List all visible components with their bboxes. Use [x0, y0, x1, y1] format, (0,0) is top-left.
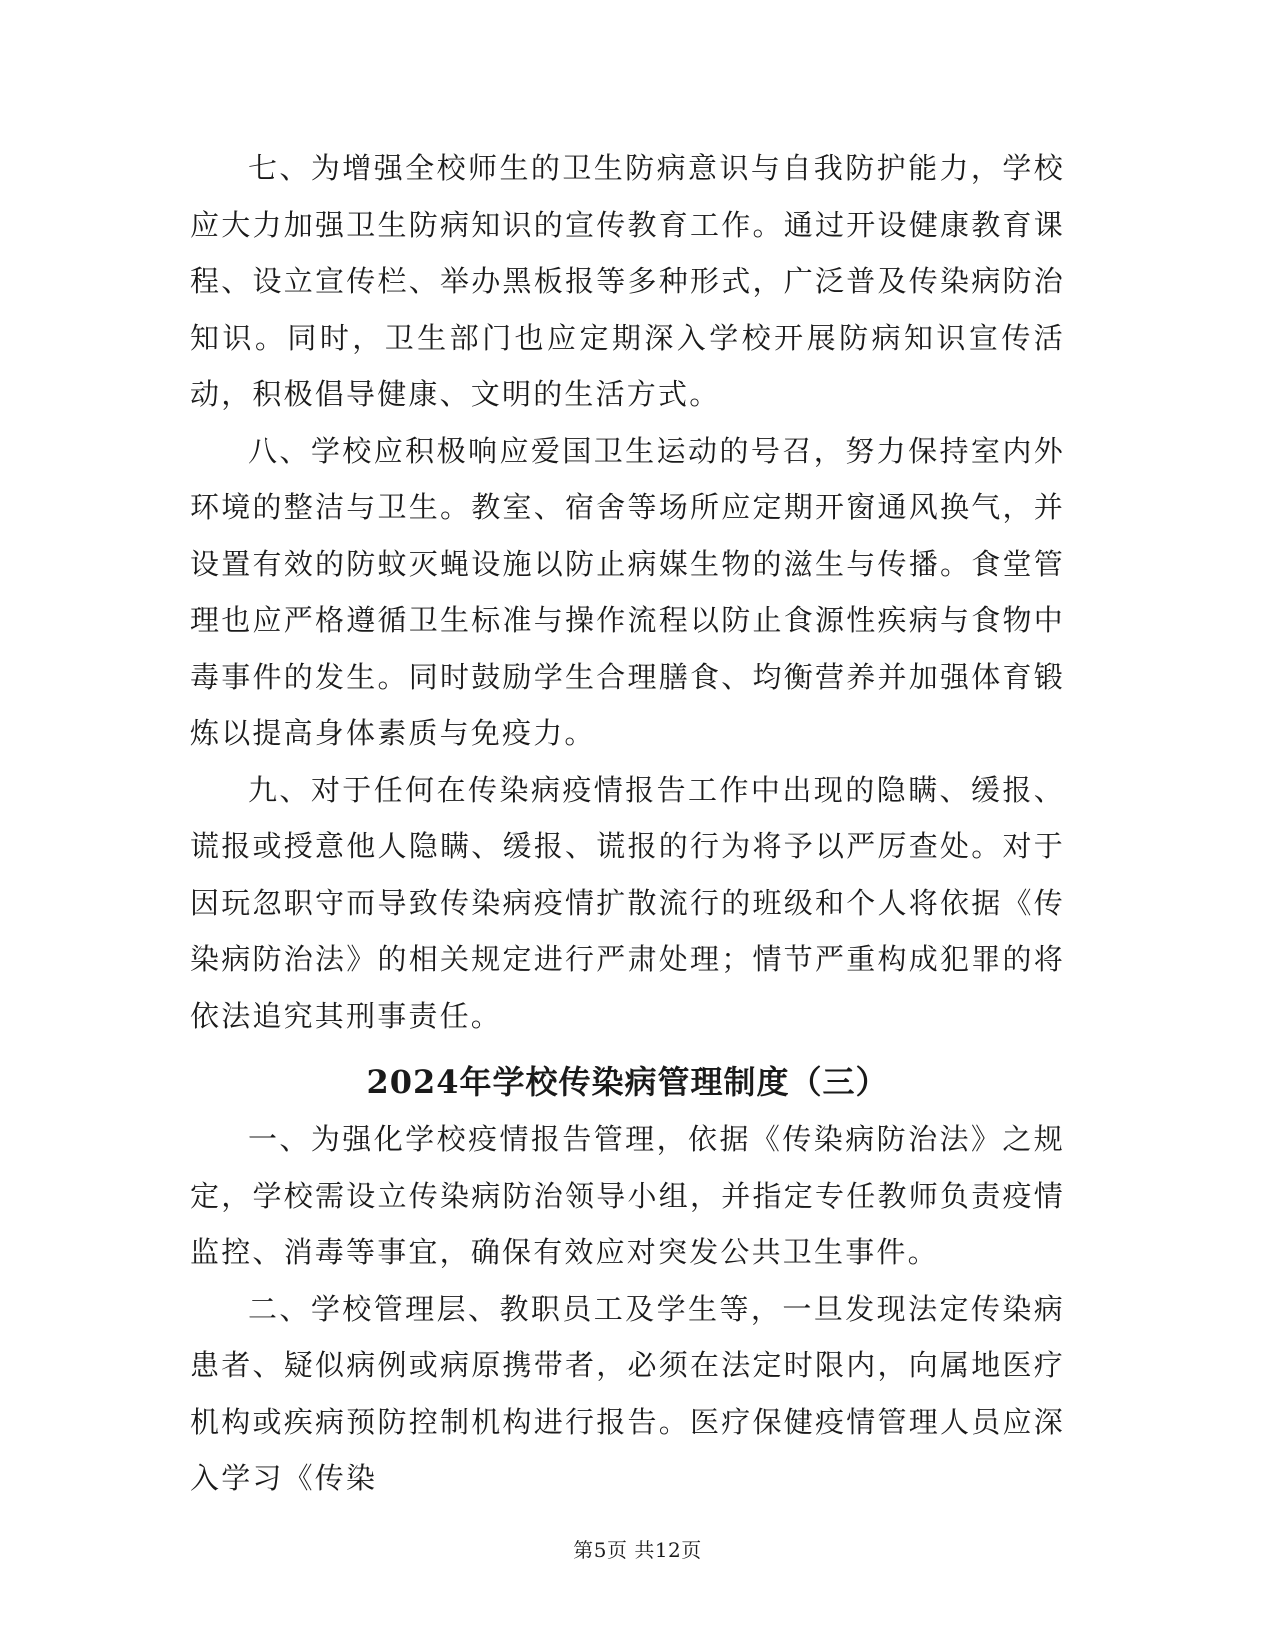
- document-body: [190, 140, 1065, 1507]
- paragraph-article-2: 二、学校管理层、教职员工及学生等，一旦发现法定传染病患者、疑似病例或病原携带者，必须在法定时限内，向属地医疗机构或疾病预防控制机构进行报告。医疗保健疫情管理人员应深入学习《传染: [190, 1291, 1065, 1495]
- paragraph-article-7: 七、为增强全校师生的卫生防病意识与自我防护能力，学校应大力加强卫生防病知识的宣传教育工作。通过开设健康教育课程、设立宣传栏、举办黑板报等多种形式，广泛普及传染病防治知识。同时，卫生部门也应定期深入学校开展防病知识宣传活动，积极倡导健康、文明的生活方式。: [190, 151, 1065, 411]
- page-number-footer: 第5页 共12页: [573, 1538, 702, 1562]
- paragraph-article-8: 八、学校应积极响应爱国卫生运动的号召，努力保持室内外环境的整洁与卫生。教室、宿舍等场所应定期开窗通风换气，并设置有效的防蚊灭蝇设施以防止病媒生物的滋生与传播。食堂管理也应严格遵循卫生标准与操作流程以防止食源性疾病与食物中毒事件的发生。同时鼓励学生合理膳食、均衡营养并加强体育锻炼以提高身体素质与免疫力。: [190, 433, 1065, 750]
- paragraph-article-1: 一、为强化学校疫情报告管理，依据《传染病防治法》之规定，学校需设立传染病防治领导小组，并指定专任教师负责疫情监控、消毒等事宜，确保有效应对突发公共卫生事件。: [190, 1122, 1065, 1269]
- section-title: 2024年学校传染病管理制度（三）: [366, 1063, 889, 1101]
- paragraph-article-9: 九、对于任何在传染病疫情报告工作中出现的隐瞒、缓报、谎报或授意他人隐瞒、缓报、谎报的行为将予以严厉查处。对于因玩忽职守而导致传染病疫情扩散流行的班级和个人将依据《传染病防治法》的相关规定进行严肃处理；情节严重构成犯罪的将依法追究其刑事责任。: [190, 772, 1065, 1033]
